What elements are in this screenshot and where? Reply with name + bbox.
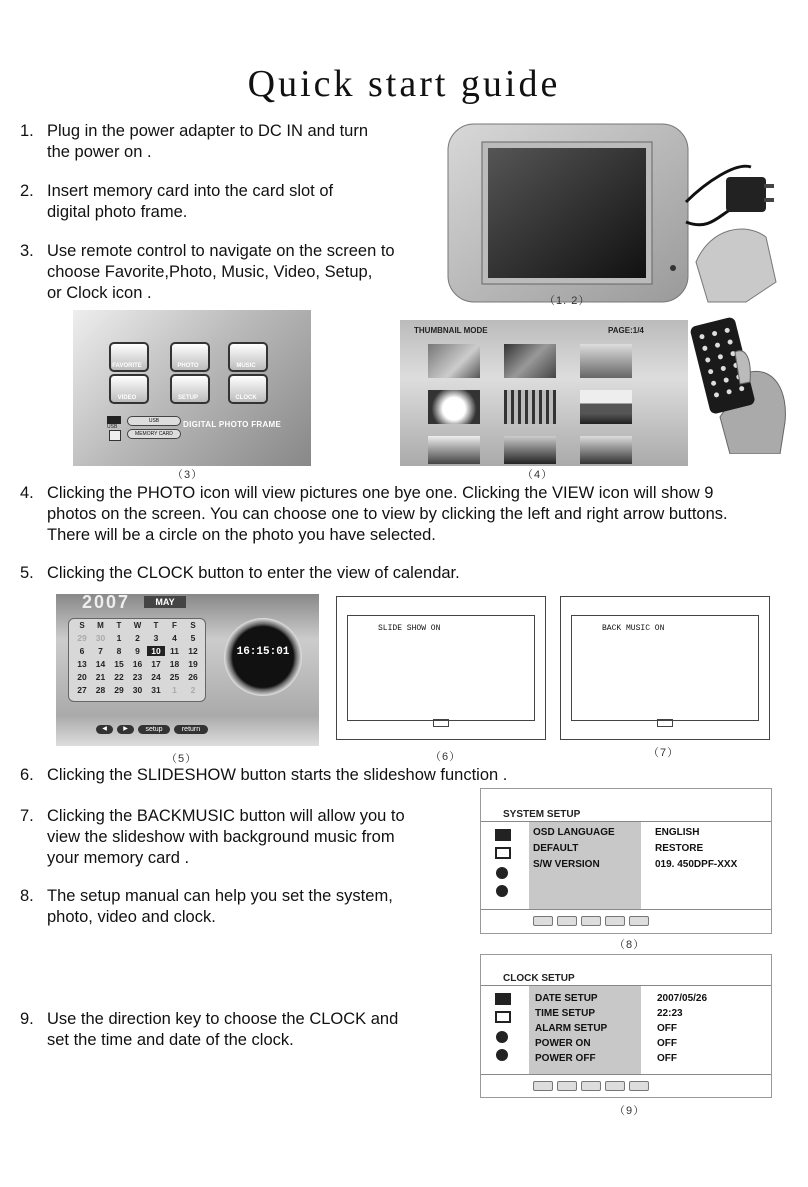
next-arrow-button[interactable]: ▶ (117, 725, 134, 734)
memory-card-source-label: MEMORY CARD (135, 431, 173, 437)
system-setup-title: SYSTEM SETUP (503, 809, 581, 820)
calendar-weekday: S (190, 621, 196, 630)
thumbnail-4 (428, 390, 480, 424)
calendar-setup-button[interactable]: setup (138, 725, 170, 734)
calendar-day[interactable]: 22 (114, 672, 124, 682)
caption-3: （3） (172, 469, 204, 481)
step-1-number: 1. (20, 122, 34, 140)
calendar-day[interactable]: 16 (132, 659, 143, 669)
thumbnail-3 (580, 344, 632, 378)
caption-6: （6） (430, 751, 462, 763)
calendar-day[interactable]: 7 (98, 646, 103, 656)
system-setup-bottomline (481, 909, 771, 910)
slideshow-label: SLIDE SHOW ON (378, 624, 441, 633)
power-off-label[interactable]: POWER OFF (535, 1053, 596, 1064)
thumbnail-page: PAGE:1/4 (608, 326, 644, 335)
time-setup-label[interactable]: TIME SETUP (535, 1008, 596, 1019)
main-menu-screenshot (73, 310, 311, 466)
calendar-day[interactable]: 13 (77, 659, 87, 669)
clock-icon (496, 1049, 508, 1061)
calendar-weekday: M (97, 621, 104, 630)
step-7 (20, 806, 460, 870)
thumbnail-9 (580, 436, 632, 464)
step-7-line-3: your memory card . (47, 849, 190, 867)
calendar-year: 2007 (82, 592, 131, 612)
step-3-line-3: or Clock icon . (47, 284, 152, 302)
default-value: RESTORE (655, 843, 704, 854)
calendar-day[interactable]: 19 (188, 659, 198, 669)
remote-control-image (690, 312, 790, 454)
system-nav-button-3[interactable] (581, 916, 601, 926)
date-setup-label[interactable]: DATE SETUP (535, 993, 598, 1004)
step-6-number: 6. (20, 766, 34, 784)
calendar-day[interactable]: 24 (151, 672, 161, 682)
step-1-line-2: the power on . (47, 143, 152, 161)
date-setup-value: 2007/05/26 (657, 993, 708, 1004)
calendar-grid (68, 618, 206, 702)
clock-icon (496, 885, 508, 897)
thumbnail-8 (504, 436, 556, 464)
photo-icon (495, 1011, 511, 1023)
step-4-line-3: There will be a circle on the photo you have selected. (47, 526, 436, 544)
memory-card-source-pill (127, 429, 181, 439)
calendar-day[interactable]: 29 (77, 633, 87, 643)
step-9-line-1: Use the direction key to choose the CLOCK and (47, 1010, 399, 1028)
calendar-day[interactable]: 3 (153, 633, 159, 643)
calendar-day[interactable]: 2 (190, 685, 196, 695)
clock-nav-button-5[interactable] (629, 1081, 649, 1091)
calendar-day[interactable]: 31 (151, 685, 161, 695)
calendar-days (73, 633, 203, 699)
caption-5: （5） (166, 753, 198, 765)
calendar-day[interactable]: 10 (147, 646, 165, 656)
step-4 (20, 483, 800, 547)
caption-8: （8） (614, 939, 646, 951)
calendar-weekday: W (133, 621, 142, 630)
calendar-day[interactable]: 1 (172, 685, 177, 695)
remote-control-illustration (690, 312, 790, 454)
calendar-month: MAY (144, 596, 186, 608)
step-8-number: 8. (20, 887, 34, 905)
backmusic-screen (571, 615, 759, 721)
calendar-screenshot (56, 594, 319, 746)
setup-menu-label: SETUP (177, 395, 198, 401)
thumbnail-header: THUMBNAIL MODE (414, 326, 488, 335)
thumbnail-6 (580, 390, 632, 424)
calendar-day[interactable]: 28 (95, 685, 106, 695)
alarm-setup-value: OFF (657, 1023, 677, 1034)
calendar-day[interactable]: 21 (95, 672, 106, 682)
thumbnail-5 (504, 390, 556, 424)
osd-language-value: ENGLISH (655, 827, 700, 838)
calendar-day[interactable]: 14 (95, 659, 106, 669)
clock-setup-title: CLOCK SETUP (503, 973, 575, 984)
clock-setup-bottomline (481, 1074, 771, 1075)
system-nav-button-2[interactable] (557, 916, 577, 926)
step-3-number: 3. (20, 242, 34, 260)
clock-nav-button-1[interactable] (533, 1081, 553, 1091)
calendar-weekday: S (79, 621, 85, 630)
calendar-day[interactable]: 23 (132, 672, 143, 682)
clock-digits: 16:15:01 (236, 646, 290, 658)
step-8 (20, 886, 460, 930)
step-8-line-1: The setup manual can help you set the system, (47, 887, 393, 905)
step-6 (20, 765, 800, 787)
step-3-line-1: Use remote control to navigate on the screen to (47, 242, 395, 260)
calendar-day[interactable]: 17 (151, 659, 161, 669)
video-icon (496, 1031, 508, 1043)
calendar-weekdays (73, 621, 203, 631)
step-3-line-2: choose Favorite,Photo, Music, Video, Setup, (47, 263, 373, 281)
slideshow-frame-tab (433, 719, 449, 727)
prev-arrow-button[interactable]: ◀ (96, 725, 113, 734)
step-4-line-1: Clicking the PHOTO icon will view pictures one bye one. Clicking the VIEW icon will show 9 (47, 484, 714, 502)
video-menu-label: VIDEO (117, 395, 137, 401)
calendar-day[interactable]: 8 (116, 646, 122, 656)
caption-7: （7） (648, 747, 680, 759)
page-title: Quick start guide (247, 63, 561, 105)
calendar-day[interactable]: 26 (188, 672, 198, 682)
thumbnail-mode-screenshot (400, 320, 688, 466)
usb-icon-label: USB (107, 424, 118, 430)
clock-nav-button-2[interactable] (557, 1081, 577, 1091)
sw-version-label[interactable]: S/W VERSION (533, 859, 600, 870)
photo-frame-image (446, 122, 791, 307)
slideshow-frame (336, 596, 546, 740)
calendar-day[interactable]: 1 (116, 633, 122, 643)
calendar-day[interactable]: 11 (170, 646, 179, 656)
step-7-line-2: view the slideshow with background music from (47, 828, 395, 846)
music-menu-label: MUSIC (236, 363, 256, 369)
default-label[interactable]: DEFAULT (533, 843, 579, 854)
usb-source-label: USB (148, 418, 160, 424)
calendar-weekday: T (116, 621, 122, 630)
calendar-day[interactable]: 20 (77, 672, 87, 682)
favorite-menu-label: FAVORITE (112, 363, 142, 369)
calendar-day[interactable]: 12 (188, 646, 198, 656)
calendar-day[interactable]: 5 (190, 633, 196, 643)
calendar-day[interactable]: 27 (77, 685, 87, 695)
step-8-line-2: photo, video and clock. (47, 908, 216, 926)
system-icon (495, 829, 511, 841)
step-5-number: 5. (20, 564, 34, 582)
step-6-line-1: Clicking the SLIDESHOW button starts the slideshow function . (47, 766, 508, 784)
system-icon (495, 993, 511, 1005)
usb-source-pill (127, 416, 181, 426)
alarm-setup-label[interactable]: ALARM SETUP (535, 1023, 608, 1034)
calendar-day[interactable]: 4 (172, 633, 177, 643)
calendar-weekday: F (172, 621, 177, 630)
photo-icon (495, 847, 511, 859)
calendar-day[interactable]: 15 (114, 659, 124, 669)
thumbnail-7 (428, 436, 480, 464)
memory-card-icon (109, 430, 121, 441)
step-7-line-1: Clicking the BACKMUSIC button will allow you to (47, 807, 405, 825)
step-1 (20, 121, 420, 165)
step-5-line-1: Clicking the CLOCK button to enter the view of calendar. (47, 564, 460, 582)
calendar-day[interactable]: 2 (135, 633, 140, 643)
system-setup-buttons (533, 916, 649, 926)
backmusic-frame-tab (657, 719, 673, 727)
thumbnail-1 (428, 344, 480, 378)
photo-frame-illustration (446, 122, 791, 307)
step-5 (20, 563, 800, 585)
calendar-return-button[interactable]: return (174, 725, 208, 734)
system-nav-button-4[interactable] (605, 916, 625, 926)
system-setup-screenshot (480, 788, 772, 934)
step-4-number: 4. (20, 484, 34, 502)
backmusic-frame (560, 596, 770, 740)
step-9 (20, 1009, 460, 1053)
system-nav-button-1[interactable] (533, 916, 553, 926)
caption-4: （4） (522, 469, 554, 481)
step-1-line-1: Plug in the power adapter to DC IN and turn (47, 122, 369, 140)
step-9-line-2: set the time and date of the clock. (47, 1031, 294, 1049)
step-4-line-2: photos on the screen. You can choose one to view by clicking the left and right arrow buttons. (47, 505, 728, 523)
calendar-day[interactable]: 6 (79, 646, 85, 656)
step-2-number: 2. (20, 182, 34, 200)
power-on-value: OFF (657, 1038, 677, 1049)
calendar-weekday: T (153, 621, 159, 630)
step-2-line-1: Insert memory card into the card slot of (47, 182, 334, 200)
slideshow-screen (347, 615, 535, 721)
step-7-number: 7. (20, 807, 34, 825)
system-nav-button-5[interactable] (629, 916, 649, 926)
calendar-day[interactable]: 18 (169, 659, 180, 669)
backmusic-label: BACK MUSIC ON (602, 624, 665, 633)
osd-language-label[interactable]: OSD LANGUAGE (533, 827, 615, 838)
clock-setup-screenshot (480, 954, 772, 1098)
step-3 (20, 241, 430, 305)
calendar-day[interactable]: 25 (169, 672, 180, 682)
brand-text: DIGITAL PHOTO FRAME (183, 420, 282, 429)
calendar-day[interactable]: 9 (135, 646, 140, 656)
step-2 (20, 181, 420, 225)
step-2-line-2: digital photo frame. (47, 203, 188, 221)
caption-1-2: （1. 2） (544, 295, 591, 307)
calendar-day[interactable]: 29 (114, 685, 124, 695)
power-on-label[interactable]: POWER ON (535, 1038, 591, 1049)
video-icon (496, 867, 508, 879)
time-setup-value: 22:23 (657, 1008, 683, 1019)
thumbnail-2 (504, 344, 556, 378)
clock-setup-buttons (533, 1081, 649, 1091)
sw-version-value: 019. 450DPF-XXX (655, 859, 738, 870)
clock-nav-button-4[interactable] (605, 1081, 625, 1091)
clock-nav-button-3[interactable] (581, 1081, 601, 1091)
clock-menu-label: CLOCK (235, 395, 257, 401)
power-off-value: OFF (657, 1053, 677, 1064)
step-9-number: 9. (20, 1010, 34, 1028)
photo-menu-label: PHOTO (177, 363, 199, 369)
caption-9: （9） (614, 1105, 646, 1117)
calendar-day[interactable]: 30 (95, 633, 106, 643)
clock-dial (224, 618, 302, 696)
usb-icon (107, 416, 121, 424)
calendar-day[interactable]: 30 (132, 685, 143, 695)
